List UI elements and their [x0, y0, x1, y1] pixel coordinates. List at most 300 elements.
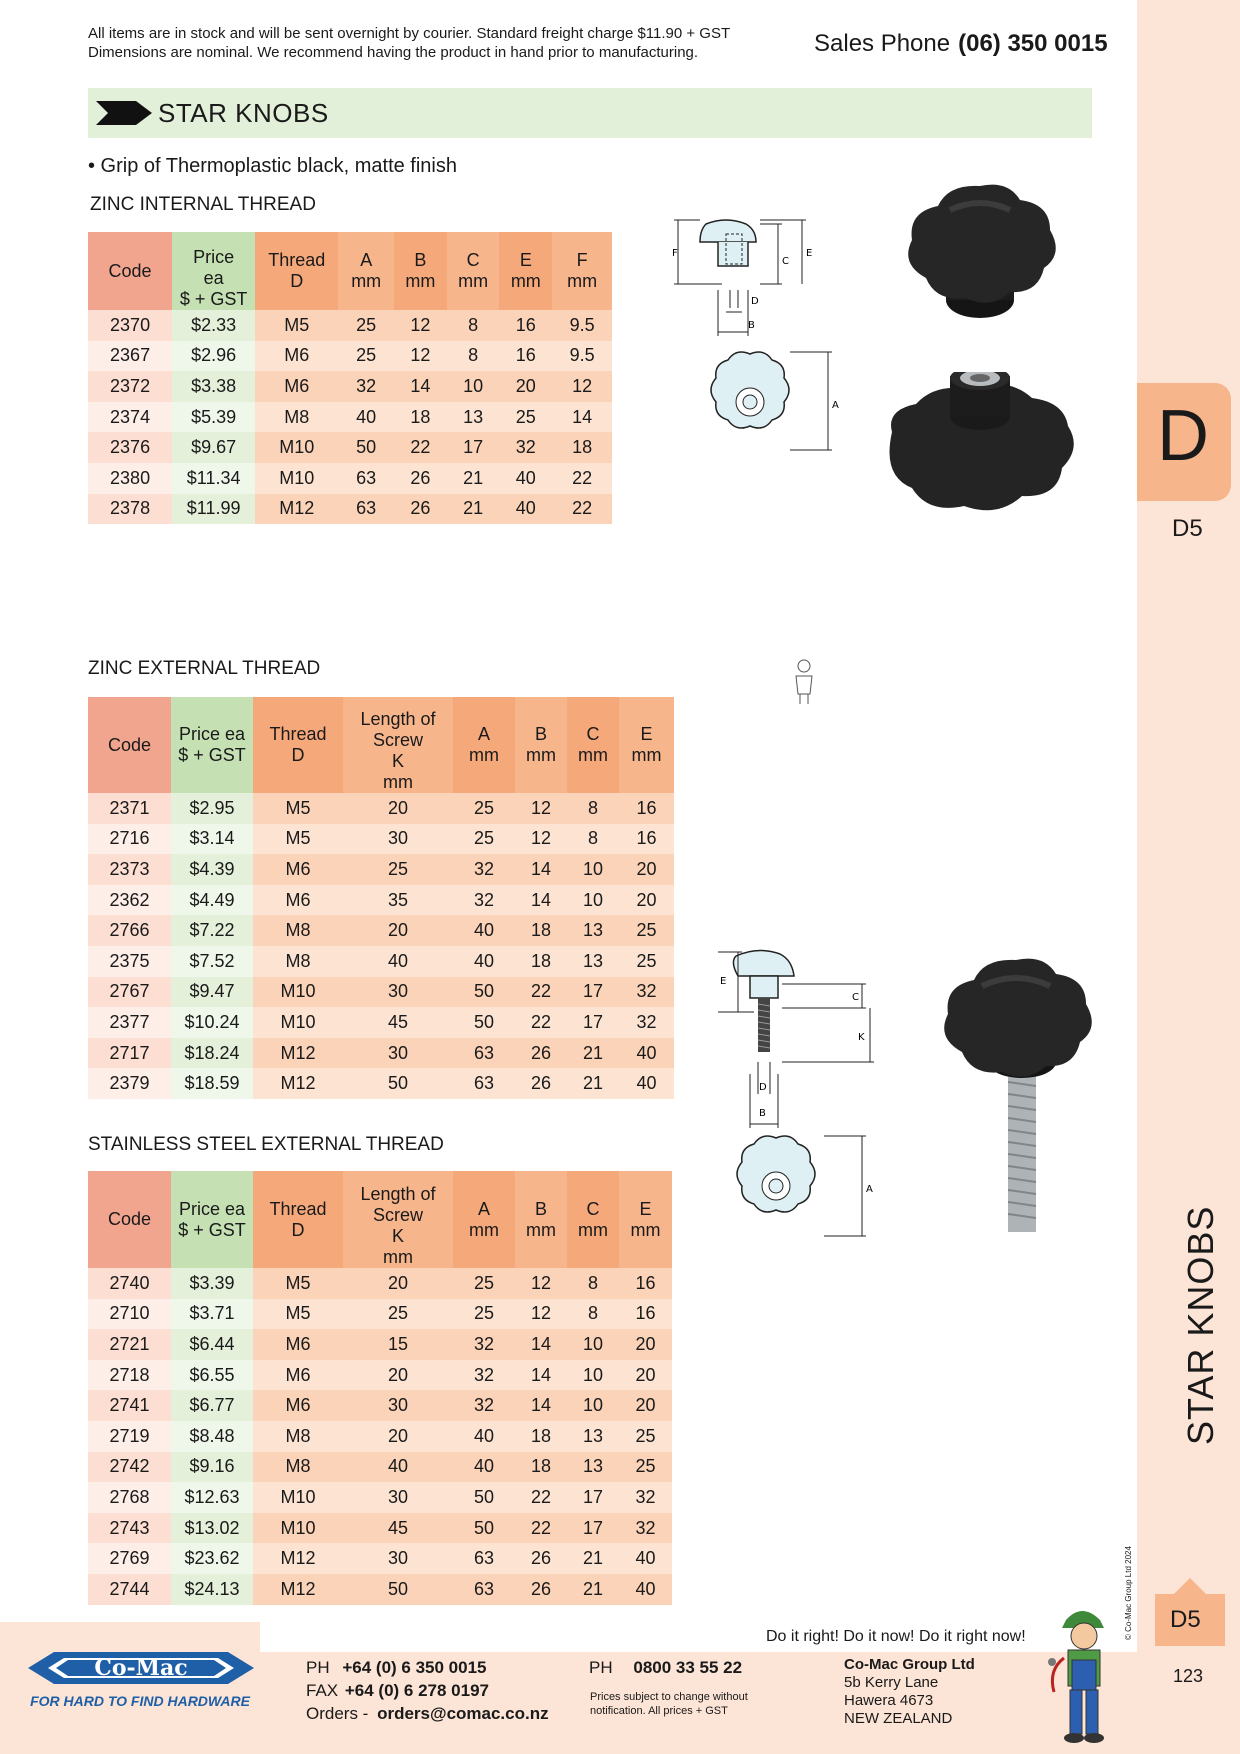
table-cell: M8 — [253, 1421, 343, 1452]
table-cell: 18 — [515, 946, 567, 977]
table-row — [88, 1452, 672, 1483]
knob-photo-internal-bottom — [880, 372, 1080, 542]
table-cell: 12 — [515, 793, 567, 824]
table-cell: 32 — [619, 1007, 674, 1038]
table-cell: $11.34 — [172, 463, 255, 494]
table-cell: 40 — [338, 402, 394, 433]
table-cell: 18 — [552, 432, 612, 463]
dim-label-d2: D — [759, 1082, 767, 1093]
table-cell: 10 — [567, 1360, 619, 1391]
footer-orders-email[interactable]: orders@comac.co.nz — [377, 1704, 549, 1723]
table-cell: 14 — [394, 371, 447, 402]
table-row — [88, 1038, 674, 1069]
table-cell: 18 — [515, 915, 567, 946]
table-cell: 13 — [567, 946, 619, 977]
section-title-zinc-internal: ZINC INTERNAL THREAD — [90, 194, 316, 215]
table-cell: 40 — [619, 1574, 672, 1605]
table-cell: 20 — [619, 1329, 672, 1360]
table-cell: 20 — [343, 1360, 453, 1391]
table-cell: 25 — [453, 793, 515, 824]
column-header: Thread D — [253, 1171, 343, 1268]
footer-price-note — [590, 1690, 748, 1718]
table-row — [88, 1390, 672, 1421]
table-cell: $5.39 — [172, 402, 255, 433]
table-cell: 25 — [619, 1452, 672, 1483]
table-cell: 32 — [619, 977, 674, 1008]
table-cell: 25 — [453, 1268, 515, 1299]
column-header: Price ea $ + GST — [171, 697, 253, 793]
table-cell: M10 — [253, 1513, 343, 1544]
table-cell: 40 — [343, 1452, 453, 1483]
table-row — [88, 494, 612, 525]
table-cell: 32 — [499, 432, 552, 463]
table-row — [88, 977, 674, 1008]
table-cell: 2744 — [88, 1574, 171, 1605]
table-cell: 40 — [343, 946, 453, 977]
table-cell: 32 — [338, 371, 394, 402]
table-cell: 40 — [453, 946, 515, 977]
table-cell: 32 — [453, 1390, 515, 1421]
table-cell: 12 — [515, 1268, 567, 1299]
dim-label-e2: E — [720, 976, 727, 987]
column-header: F mm — [552, 232, 612, 310]
table-cell: $10.24 — [171, 1007, 253, 1038]
table-cell: M5 — [253, 824, 343, 855]
table-cell: 10 — [567, 1329, 619, 1360]
table-row — [88, 1268, 672, 1299]
table-cell: 30 — [343, 1390, 453, 1421]
table-cell: 50 — [453, 1007, 515, 1038]
table-cell: 21 — [567, 1068, 619, 1099]
table-cell: 63 — [453, 1543, 515, 1574]
table-cell: 2376 — [88, 432, 172, 463]
table-cell: 17 — [567, 1513, 619, 1544]
table-cell: 14 — [515, 854, 567, 885]
arrow-icon — [96, 101, 152, 125]
table-cell: 20 — [343, 915, 453, 946]
sales-phone-label: Sales Phone — [814, 30, 951, 57]
table-cell: M8 — [253, 946, 343, 977]
table-cell: 2373 — [88, 854, 171, 885]
table-row — [88, 1007, 674, 1038]
table-cell: $7.22 — [171, 915, 253, 946]
table-cell: M6 — [255, 341, 338, 372]
table-cell: 18 — [515, 1452, 567, 1483]
column-header: A mm — [453, 697, 515, 793]
table-cell: M5 — [255, 310, 338, 341]
internal-knob-dimension-drawing — [670, 212, 870, 462]
table-cell: M8 — [255, 402, 338, 433]
table-cell: M12 — [253, 1543, 343, 1574]
table-cell: $18.24 — [171, 1038, 253, 1069]
table-cell: 2716 — [88, 824, 171, 855]
footer-fax-value[interactable]: +64 (0) 6 278 0197 — [344, 1681, 490, 1700]
table-cell: 2375 — [88, 946, 171, 977]
table-cell: 10 — [567, 854, 619, 885]
shipping-note — [88, 24, 730, 62]
zinc-internal-table — [88, 232, 612, 524]
table-cell: $3.14 — [171, 824, 253, 855]
table-cell: 16 — [499, 310, 552, 341]
table-cell: $3.38 — [172, 371, 255, 402]
table-cell: 2721 — [88, 1329, 171, 1360]
external-knob-dimension-drawing — [712, 944, 888, 1244]
sales-phone-number[interactable]: (06) 350 0015 — [958, 30, 1108, 57]
table-cell: 30 — [343, 1543, 453, 1574]
column-header: A mm — [453, 1171, 515, 1268]
table-cell: 2370 — [88, 310, 172, 341]
table-cell: 14 — [515, 885, 567, 916]
knob-photo-external — [912, 952, 1122, 1242]
dim-label-a2: A — [866, 1184, 873, 1195]
table-row — [88, 1360, 672, 1391]
table-cell: 2740 — [88, 1268, 171, 1299]
dim-label-b2: B — [759, 1108, 766, 1119]
table-cell: 50 — [453, 1482, 515, 1513]
dim-label-e: E — [806, 248, 813, 259]
table-cell: 13 — [567, 1452, 619, 1483]
table-cell: 22 — [515, 1007, 567, 1038]
table-cell: 32 — [453, 854, 515, 885]
table-row — [88, 432, 612, 463]
table-cell: 35 — [343, 885, 453, 916]
shipping-note-line2: Dimensions are nominal. We recommend having the product in hand prior to manufacturing. — [88, 44, 699, 61]
footer-freephone-label: PH — [589, 1658, 613, 1677]
table-cell: 63 — [338, 494, 394, 525]
table-cell: 2377 — [88, 1007, 171, 1038]
zinc-external-table — [88, 697, 674, 1099]
page-number: 123 — [1173, 1666, 1204, 1686]
table-cell: $3.71 — [171, 1299, 253, 1330]
footer-fax-label: FAX — [306, 1681, 339, 1700]
table-cell: 20 — [619, 1360, 672, 1391]
table-row — [88, 1574, 672, 1605]
table-cell: M6 — [253, 854, 343, 885]
table-cell: 2767 — [88, 977, 171, 1008]
table-cell: 20 — [343, 793, 453, 824]
dim-label-f: F — [672, 248, 678, 259]
table-cell: 17 — [447, 432, 500, 463]
table-cell: $9.47 — [171, 977, 253, 1008]
table-row — [88, 1329, 672, 1360]
table-cell: M10 — [253, 1482, 343, 1513]
table-cell: 25 — [343, 854, 453, 885]
footer-orders-label: Orders - — [306, 1704, 369, 1723]
table-cell: M12 — [255, 494, 338, 525]
table-cell: 8 — [567, 1268, 619, 1299]
page-title: STAR KNOBS — [158, 98, 329, 128]
table-cell: M10 — [255, 463, 338, 494]
table-cell: 16 — [499, 341, 552, 372]
table-row — [88, 341, 612, 372]
table-cell: $6.44 — [171, 1329, 253, 1360]
column-header: E mm — [619, 697, 674, 793]
column-header: Price ea $ + GST — [171, 1171, 253, 1268]
table-row — [88, 1482, 672, 1513]
table-cell: 63 — [338, 463, 394, 494]
right-sidebar — [1137, 0, 1240, 1754]
table-cell: 14 — [552, 402, 612, 433]
table-cell: 8 — [567, 824, 619, 855]
table-cell: 22 — [552, 463, 612, 494]
table-cell: 2717 — [88, 1038, 171, 1069]
table-cell: 2372 — [88, 371, 172, 402]
table-cell: 25 — [619, 915, 674, 946]
table-cell: 9.5 — [552, 341, 612, 372]
table-cell: 2766 — [88, 915, 171, 946]
table-cell: 40 — [619, 1038, 674, 1069]
table-cell: $2.95 — [171, 793, 253, 824]
footer-address-line2: Hawera 4673 — [844, 1692, 934, 1709]
table-cell: M5 — [253, 1268, 343, 1299]
table-cell: $3.39 — [171, 1268, 253, 1299]
table-cell: $4.49 — [171, 885, 253, 916]
table-cell: 8 — [567, 793, 619, 824]
table-cell: 20 — [499, 371, 552, 402]
section-title-stainless-external: STAINLESS STEEL EXTERNAL THREAD — [88, 1134, 444, 1155]
table-cell: M10 — [253, 1007, 343, 1038]
table-cell: M6 — [253, 1360, 343, 1391]
column-header: C mm — [447, 232, 500, 310]
table-cell: 26 — [515, 1543, 567, 1574]
mascot-handyman-icon — [1044, 1602, 1120, 1750]
table-cell: M12 — [253, 1068, 343, 1099]
column-header: Price ea $ + GST — [172, 232, 255, 310]
dim-label-a: A — [832, 400, 839, 411]
table-cell: 20 — [619, 854, 674, 885]
table-cell: 22 — [515, 977, 567, 1008]
table-cell: $4.39 — [171, 854, 253, 885]
table-row — [88, 1543, 672, 1574]
table-cell: 21 — [447, 463, 500, 494]
logo-text: Co-Mac — [94, 1655, 188, 1681]
table-cell: 8 — [567, 1299, 619, 1330]
table-cell: $11.99 — [172, 494, 255, 525]
table-cell: 25 — [499, 402, 552, 433]
table-cell: 25 — [338, 310, 394, 341]
table-cell: 17 — [567, 977, 619, 1008]
table-row — [88, 1421, 672, 1452]
column-header: Code — [88, 1171, 171, 1268]
table-cell: 32 — [453, 1329, 515, 1360]
footer-address-line3: NEW ZEALAND — [844, 1710, 953, 1727]
table-cell: $6.77 — [171, 1390, 253, 1421]
table-cell: M10 — [255, 432, 338, 463]
footer-address-line1: 5b Kerry Lane — [844, 1674, 939, 1691]
table-cell: 25 — [453, 1299, 515, 1330]
table-cell: 2718 — [88, 1360, 171, 1391]
table-cell: 50 — [343, 1068, 453, 1099]
table-cell: 32 — [453, 1360, 515, 1391]
column-header: Length of Screw K mm — [343, 1171, 453, 1268]
table-cell: 63 — [453, 1038, 515, 1069]
table-cell: 25 — [453, 824, 515, 855]
table-row — [88, 1513, 672, 1544]
dim-label-c: C — [782, 256, 789, 267]
table-cell: 25 — [619, 1421, 672, 1452]
table-cell: 12 — [394, 310, 447, 341]
footer-freephone-value[interactable]: 0800 33 55 22 — [633, 1658, 743, 1677]
column-header: B mm — [394, 232, 447, 310]
sales-phone — [814, 30, 1108, 58]
table-cell: 18 — [515, 1421, 567, 1452]
table-row — [88, 1068, 674, 1099]
table-cell: 9.5 — [552, 310, 612, 341]
column-header: Length of Screw K mm — [343, 697, 453, 793]
table-cell: M12 — [253, 1038, 343, 1069]
dim-label-c2: C — [852, 992, 859, 1003]
page-code-bottom: D5 — [1170, 1606, 1201, 1633]
table-cell: 26 — [394, 494, 447, 525]
table-cell: 2741 — [88, 1390, 171, 1421]
column-header: C mm — [567, 697, 619, 793]
table-cell: 26 — [515, 1574, 567, 1605]
table-cell: 40 — [619, 1068, 674, 1099]
table-cell: $7.52 — [171, 946, 253, 977]
column-header: Thread D — [255, 232, 338, 310]
table-row — [88, 854, 674, 885]
table-cell: 20 — [619, 1390, 672, 1421]
section-tab-d[interactable] — [1137, 383, 1231, 501]
table-cell: M6 — [253, 885, 343, 916]
column-header: B mm — [515, 1171, 567, 1268]
footer-orders — [306, 1704, 549, 1724]
table-cell: 22 — [552, 494, 612, 525]
table-cell: 2769 — [88, 1543, 171, 1574]
table-cell: $9.67 — [172, 432, 255, 463]
table-cell: 20 — [343, 1268, 453, 1299]
table-cell: 63 — [453, 1574, 515, 1605]
footer-price-note-1: Prices subject to change without — [590, 1691, 748, 1703]
table-cell: M6 — [253, 1390, 343, 1421]
table-row — [88, 402, 612, 433]
table-row — [88, 885, 674, 916]
stainless-external-table — [88, 1171, 672, 1605]
table-cell: 40 — [619, 1543, 672, 1574]
table-cell: 16 — [619, 1299, 672, 1330]
table-cell: M8 — [253, 1452, 343, 1483]
column-header: A mm — [338, 232, 394, 310]
table-cell: 30 — [343, 1482, 453, 1513]
table-row — [88, 793, 674, 824]
table-cell: 25 — [343, 1299, 453, 1330]
dim-label-k: K — [858, 1032, 865, 1043]
vertical-title: STAR KNOBS — [1180, 1205, 1221, 1445]
table-cell: 20 — [619, 885, 674, 916]
footer-fax — [306, 1681, 489, 1701]
shipping-note-line1: All items are in stock and will be sent overnight by courier. Standard freight charge $11.90 + GST — [88, 25, 731, 42]
section-banner — [88, 88, 1092, 138]
table-cell: 16 — [619, 793, 674, 824]
table-row — [88, 310, 612, 341]
table-cell: 18 — [394, 402, 447, 433]
comac-logo[interactable] — [28, 1640, 258, 1712]
table-cell: 25 — [619, 946, 674, 977]
small-mascot-mark — [790, 658, 818, 706]
table-cell: M6 — [255, 371, 338, 402]
table-cell: 14 — [515, 1360, 567, 1391]
table-row — [88, 1299, 672, 1330]
table-cell: 40 — [499, 494, 552, 525]
table-cell: 20 — [343, 1421, 453, 1452]
section-tab-letter: D — [1157, 396, 1209, 476]
table-cell: 21 — [567, 1574, 619, 1605]
table-cell: 40 — [453, 1421, 515, 1452]
table-cell: $9.16 — [171, 1452, 253, 1483]
table-cell: M6 — [253, 1329, 343, 1360]
column-header: C mm — [567, 1171, 619, 1268]
table-row — [88, 946, 674, 977]
table-cell: 16 — [619, 824, 674, 855]
table-cell: 21 — [567, 1038, 619, 1069]
page-code-top: D5 — [1172, 515, 1203, 542]
column-header: E mm — [619, 1171, 672, 1268]
table-row — [88, 915, 674, 946]
table-cell: 2374 — [88, 402, 172, 433]
table-cell: $8.48 — [171, 1421, 253, 1452]
table-cell: 12 — [515, 1299, 567, 1330]
table-cell: $2.96 — [172, 341, 255, 372]
table-cell: 13 — [567, 915, 619, 946]
table-cell: 32 — [453, 885, 515, 916]
table-cell: $12.63 — [171, 1482, 253, 1513]
table-cell: 2367 — [88, 341, 172, 372]
table-cell: 8 — [447, 341, 500, 372]
table-row — [88, 463, 612, 494]
page-code-box — [1155, 1594, 1225, 1646]
table-cell: 10 — [567, 885, 619, 916]
table-cell: 50 — [338, 432, 394, 463]
table-cell: 14 — [515, 1390, 567, 1421]
table-cell: 2379 — [88, 1068, 171, 1099]
table-cell: 16 — [619, 1268, 672, 1299]
footer-phone-label: PH — [306, 1658, 330, 1677]
table-cell: 63 — [453, 1068, 515, 1099]
table-cell: 26 — [515, 1068, 567, 1099]
footer-freephone — [589, 1658, 742, 1678]
table-cell: M8 — [253, 915, 343, 946]
table-cell: 2768 — [88, 1482, 171, 1513]
table-cell: 50 — [343, 1574, 453, 1605]
footer-phone-value[interactable]: +64 (0) 6 350 0015 — [342, 1658, 487, 1677]
table-cell: 2743 — [88, 1513, 171, 1544]
table-cell: 22 — [515, 1482, 567, 1513]
table-cell: 10 — [447, 371, 500, 402]
table-cell: 2371 — [88, 793, 171, 824]
dim-label-b: B — [748, 320, 755, 331]
table-cell: 17 — [567, 1007, 619, 1038]
table-cell: 12 — [394, 341, 447, 372]
table-cell: 45 — [343, 1007, 453, 1038]
table-cell: 26 — [515, 1038, 567, 1069]
column-header: Code — [88, 232, 172, 310]
table-cell: 40 — [499, 463, 552, 494]
table-cell: 12 — [552, 371, 612, 402]
table-cell: 2378 — [88, 494, 172, 525]
copyright: © Co-Mac Group Ltd 2024 — [1124, 1546, 1133, 1640]
table-cell: 45 — [343, 1513, 453, 1544]
table-cell: 25 — [338, 341, 394, 372]
footer-phone — [306, 1658, 487, 1678]
table-cell: 2710 — [88, 1299, 171, 1330]
footer-price-note-2: notification. All prices + GST — [590, 1705, 728, 1717]
table-row — [88, 824, 674, 855]
table-cell: M5 — [253, 1299, 343, 1330]
table-cell: 30 — [343, 1038, 453, 1069]
table-cell: 2742 — [88, 1452, 171, 1483]
table-cell: 40 — [453, 915, 515, 946]
table-cell: 2380 — [88, 463, 172, 494]
